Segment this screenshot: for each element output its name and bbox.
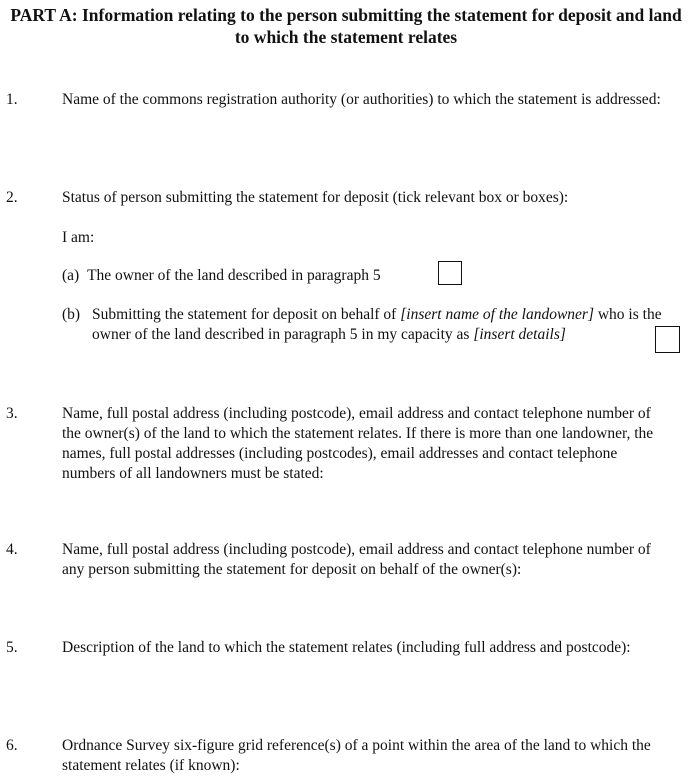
item-6-text: Ordnance Survey six-figure grid reference(s) of a point within the area of the land to which the statement relates (if known): xyxy=(62,737,651,774)
item-3-number: 3. xyxy=(6,405,18,422)
option-b-insert-landowner: [insert name of the landowner] xyxy=(400,306,594,323)
option-b-text xyxy=(92,305,676,345)
option-a-row xyxy=(62,266,381,286)
option-a-label: (a) xyxy=(62,267,80,284)
item-3-text: Name, full postal address (including postcode), email address and contact telephone number of the owner(s) of the land to which the statement relates. If there is more than one landowner, the names, full postal addresses (including postcodes), email addresses and contact telephone numbers of all landowners must be stated: xyxy=(62,405,654,482)
option-a-text: The owner of the land described in paragraph 5 xyxy=(87,267,381,284)
item-5-number: 5. xyxy=(6,639,18,656)
option-b-label: (b) xyxy=(62,306,81,323)
option-b-text-part-1: Submitting the statement for deposit on behalf of xyxy=(92,306,401,323)
item-5-text: Description of the land to which the statement relates (including full address and postcode): xyxy=(62,639,631,656)
item-1-number: 1. xyxy=(6,91,18,108)
item-4-text: Name, full postal address (including postcode), email address and contact telephone number of any person submitting the statement for deposit on behalf of the owner(s): xyxy=(62,541,651,578)
option-b-checkbox[interactable] xyxy=(655,326,680,353)
part-a-heading: PART A: Information relating to the person submitting the statement for deposit and land to which the statement relates xyxy=(10,5,682,47)
i-am-label: I am: xyxy=(62,229,95,246)
item-1-text: Name of the commons registration authority (or authorities) to which the statement is addressed: xyxy=(62,91,661,108)
option-b-text-part-2: who is the owner of the land described in paragraph 5 in my capacity as xyxy=(92,306,662,343)
item-2-text: Status of person submitting the statement for deposit (tick relevant box or boxes): xyxy=(62,189,569,206)
option-a-checkbox[interactable] xyxy=(438,261,462,285)
option-b-insert-details: [insert details] xyxy=(473,326,566,343)
item-2-number: 2. xyxy=(6,189,18,206)
item-4-number: 4. xyxy=(6,541,18,558)
item-6-number: 6. xyxy=(6,737,18,754)
